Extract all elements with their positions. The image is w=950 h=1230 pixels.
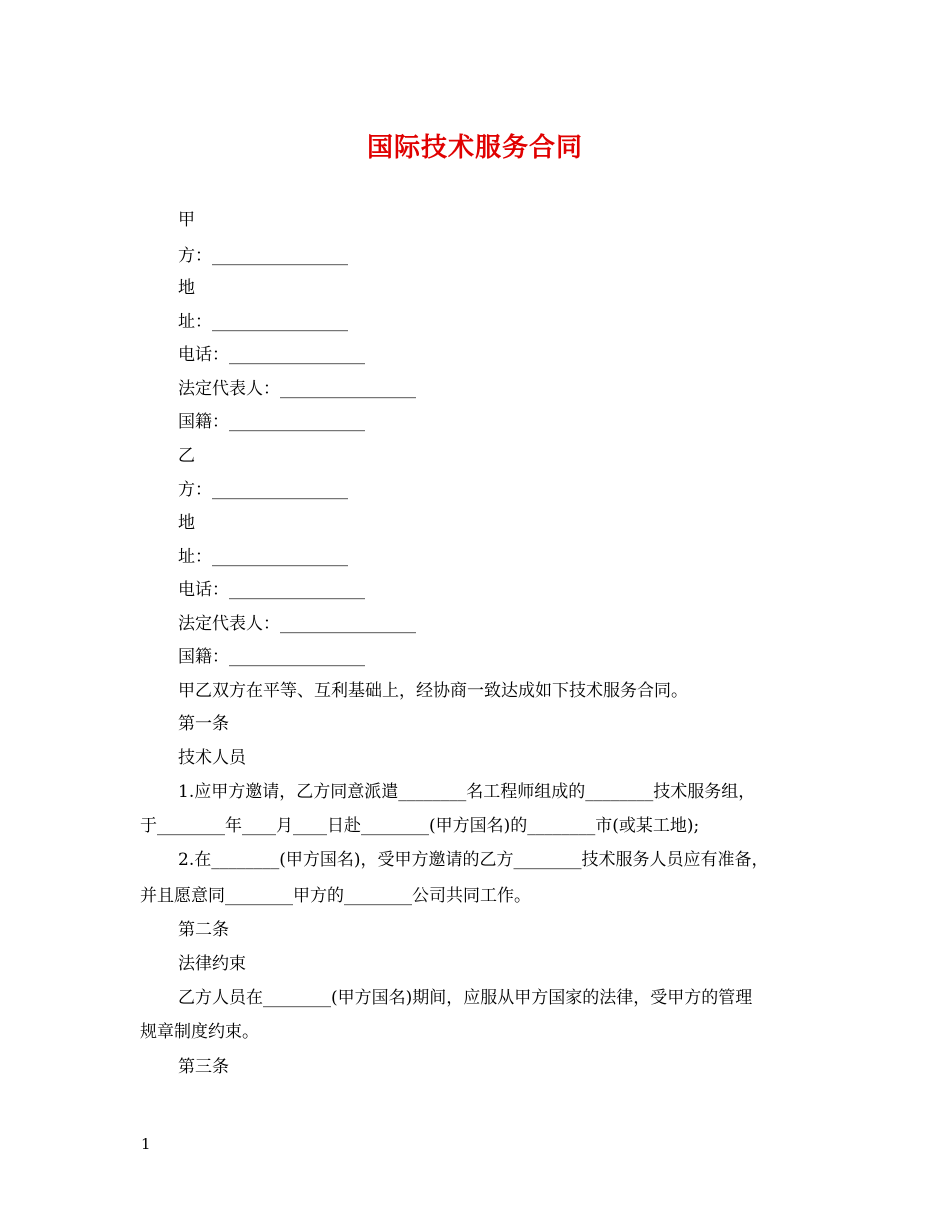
article-2-text-line-1: 乙方人员在________(甲方国名)期间，应服从甲方国家的法律，受甲方的管理	[178, 988, 753, 1008]
party-b-label-1: 乙	[178, 446, 195, 466]
preamble-text: 甲乙双方在平等、互利基础上，经协商一致达成如下技术服务合同。	[178, 681, 688, 701]
article-1-title: 技术人员	[178, 748, 246, 768]
party-b-address-field: 址：________________	[178, 547, 348, 567]
article-1-clause-2-line-2: 并且愿意同________甲方的________公司共同工作。	[140, 886, 531, 906]
page-number: 1	[141, 1135, 151, 1153]
article-2-title: 法律约束	[178, 954, 246, 974]
party-a-address-label-1: 地	[178, 278, 195, 298]
article-2-heading: 第二条	[178, 920, 229, 940]
party-a-label-1: 甲	[178, 210, 195, 230]
article-1-clause-1-line-2: 于________年____月____日赴________(甲方国名)的________市(或某工地);	[140, 816, 700, 836]
party-b-phone-field: 电话：________________	[178, 580, 365, 600]
party-b-nationality-field: 国籍：________________	[178, 647, 365, 667]
party-b-name-field: 方：________________	[178, 480, 348, 500]
party-a-name-field: 方：________________	[178, 246, 348, 266]
article-1-clause-1-line-1: 1.应甲方邀请，乙方同意派遣________名工程师组成的________技术服务组，	[178, 782, 756, 802]
party-a-nationality-field: 国籍：________________	[178, 412, 365, 432]
document-title: 国际技术服务合同	[366, 133, 583, 163]
article-1-heading: 第一条	[178, 714, 229, 734]
party-b-address-label-1: 地	[178, 513, 195, 533]
party-a-phone-field: 电话：________________	[178, 345, 365, 365]
article-2-text-line-2: 规章制度约束。	[140, 1022, 259, 1042]
article-3-heading: 第三条	[178, 1057, 229, 1077]
party-a-address-field: 址：________________	[178, 312, 348, 332]
article-1-clause-2-line-1: 2.在________(甲方国名)，受甲方邀请的乙方________技术服务人员应有准备，	[178, 850, 769, 870]
party-b-representative-field: 法定代表人：________________	[178, 614, 416, 634]
party-a-representative-field: 法定代表人：________________	[178, 379, 416, 399]
